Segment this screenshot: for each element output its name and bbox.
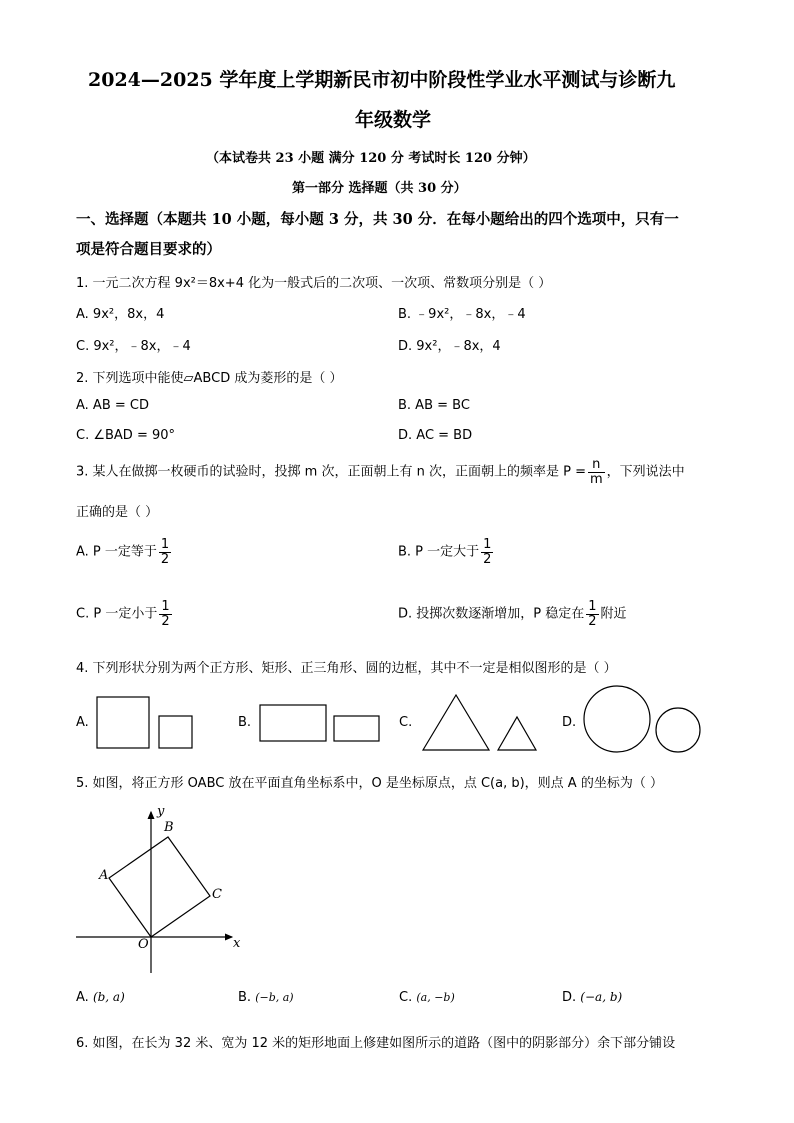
- q4-option-b-label: B.: [238, 715, 252, 730]
- q5-option-c: [399, 990, 455, 1005]
- q1-option-b: B. ﹣9x²，﹣8x，﹣4: [398, 307, 526, 322]
- q5-option-b-label: B.: [238, 990, 252, 1005]
- q3-option-d-suffix: 附近: [600, 606, 627, 622]
- half-denominator: 2: [160, 551, 170, 567]
- q3-fraction-numerator: n: [592, 457, 601, 472]
- q4-option-d-label: D.: [562, 715, 577, 730]
- q2-option-c: C. ∠BAD = 90°: [76, 428, 176, 443]
- q5-option-b-value: (−b, a): [255, 991, 294, 1004]
- label-a: A: [99, 868, 109, 883]
- label-y: y: [157, 804, 165, 819]
- half-numerator: 1: [588, 599, 597, 614]
- page-title-line1: 2024—2025 学年度上学期新民市初中阶段性学业水平测试与诊断九: [88, 69, 676, 91]
- q2-option-a: A. AB = CD: [76, 398, 149, 413]
- q1-option-d: D. 9x²，﹣8x，4: [398, 339, 501, 354]
- half-denominator: 2: [161, 613, 170, 629]
- part-title: 第一部分 选择题（共 30 分）: [292, 181, 467, 196]
- q5-option-d-value: (−a, b): [580, 990, 623, 1004]
- q5-option-c-value: (a, −b): [416, 991, 455, 1004]
- q6-stem: 6. 如图，在长为 32 米、宽为 12 米的矩形地面上修建如图所示的道路（图中的阴影部分）余下部分铺设: [76, 1036, 676, 1051]
- q4-stem: 4. 下列形状分别为两个正方形、矩形、正三角形、圆的边框，其中不一定是相似图形的是（ ）: [76, 661, 617, 676]
- q5-option-a-label: A.: [76, 990, 89, 1005]
- q2-option-d: D. AC = BD: [398, 428, 473, 443]
- q3-stem-part1: 3. 某人在做掷一枚硬币的试验时，投掷 m 次，正面朝上有 n 次，正面朝上的频率是 P =: [76, 464, 586, 480]
- q1-stem: 1. 一元二次方程 9x²＝8x+4 化为一般式后的二次项、一次项、常数项分别是（ ）: [76, 276, 552, 291]
- q1-option-c: C. 9x²，﹣8x，﹣4: [76, 339, 191, 354]
- q5-option-a-value: (b, a): [92, 990, 125, 1004]
- q5-option-d-label: D.: [562, 990, 577, 1005]
- page-title-line2: 年级数学: [355, 109, 432, 131]
- q5-stem: 5. 如图，将正方形 OABC 放在平面直角坐标系中，O 是坐标原点，点 C(a, b)，则点 A 的坐标为（ ）: [76, 776, 663, 791]
- half-numerator: 1: [161, 599, 170, 614]
- q1-option-a: A. 9x²，8x，4: [76, 307, 165, 322]
- q3-option-d-text: D. 投掷次数逐渐增加，P 稳定在: [398, 606, 585, 622]
- section-heading-line1: 一、选择题（本题共 10 小题，每小题 3 分，共 30 分．在每小题给出的四个选项中，只有一: [76, 211, 679, 228]
- q4-option-c-label: C.: [399, 715, 413, 730]
- q3-stem-line2: 正确的是（ ）: [76, 505, 159, 520]
- q2-stem: 2. 下列选项中能使▱ABCD 成为菱形的是（ ）: [76, 371, 343, 386]
- half-denominator: 2: [483, 551, 492, 567]
- label-b: B: [164, 820, 174, 835]
- half-numerator: 1: [483, 537, 492, 552]
- q3-option-c-text: C. P 一定小于: [76, 606, 158, 622]
- q5-option-b: [238, 990, 294, 1005]
- q3-option-a-text: A. P 一定等于: [76, 544, 157, 560]
- square-oabc: [109, 837, 210, 937]
- label-c: C: [212, 887, 222, 902]
- q5-option-d: [562, 990, 622, 1005]
- q3-stem-part2: ，下列说法中: [606, 464, 685, 480]
- q3-option-b-text: B. P 一定大于: [398, 544, 480, 560]
- q4-option-a-label: A.: [76, 715, 89, 730]
- half-denominator: 2: [588, 613, 597, 629]
- label-x: x: [233, 936, 241, 951]
- q2-option-b: B. AB = BC: [398, 398, 470, 413]
- exam-info: （本试卷共 23 小题 满分 120 分 考试时长 120 分钟）: [206, 151, 536, 166]
- half-numerator: 1: [160, 537, 170, 552]
- label-o: O: [138, 937, 149, 952]
- section-heading-line2: 项是符合题目要求的）: [76, 241, 221, 258]
- q3-fraction-denominator: m: [589, 471, 603, 487]
- q5-option-c-label: C.: [399, 990, 413, 1005]
- q5-option-a: [76, 990, 125, 1005]
